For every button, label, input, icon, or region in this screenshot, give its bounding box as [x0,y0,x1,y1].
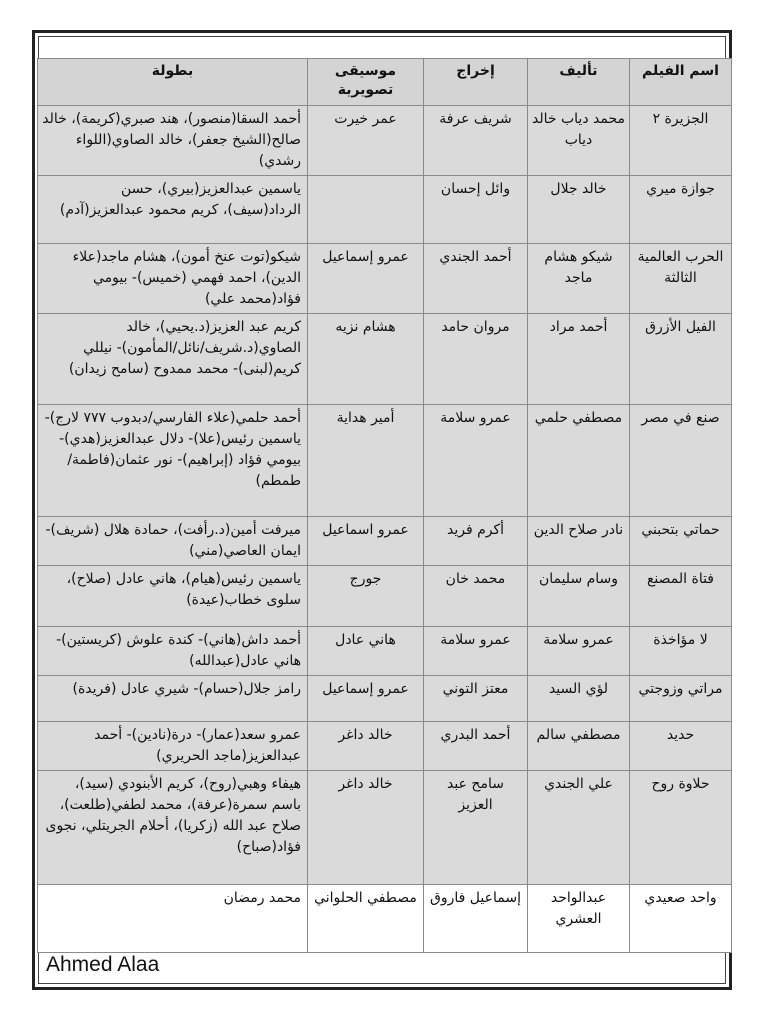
table-row [38,885,732,953]
cell-writer: وسام سليمان [528,566,630,627]
cell-film: الجزيرة ٢ [630,106,732,176]
cell-cast: عمرو سعد(عمار)- درة(نادين)- أحمد عبدالعزيز(ماجد الحريري) [38,722,308,771]
cell-cast: ياسمين عبدالعزيز(بيري)، حسن الرداد(سيف)، كريم محمود عبدالعزيز(آدم) [38,176,308,244]
table-row [38,517,732,566]
table-row [38,244,732,314]
cell-director: سامح عبد العزيز [424,771,528,885]
cell-music: هشام نزيه [308,314,424,405]
cell-music: خالد داغر [308,722,424,771]
cell-writer: عمرو سلامة [528,627,630,676]
cell-film: جوازة ميري [630,176,732,244]
cell-director: محمد خان [424,566,528,627]
cell-director: شريف عرفة [424,106,528,176]
cell-film: حماتي بتحبني [630,517,732,566]
cell-cast: شيكو(توت عنخ أمون)، هشام ماجد(علاء الدين)، احمد فهمي (خميس)- بيومي فؤاد(محمد علي) [38,244,308,314]
cell-writer: أحمد مراد [528,314,630,405]
films-table [37,58,732,953]
cell-cast: ياسمين رئيس(هيام)، هاني عادل (صلاح)، سلوى خطاب(عيدة) [38,566,308,627]
cell-film: حلاوة روح [630,771,732,885]
cell-writer: محمد دياب خالد دياب [528,106,630,176]
cell-writer: خالد جلال [528,176,630,244]
cell-film: حديد [630,722,732,771]
cell-film: صنع في مصر [630,405,732,517]
table-row [38,314,732,405]
cell-music: عمرو إسماعيل [308,676,424,722]
cell-director: مروان حامد [424,314,528,405]
cell-writer: لؤي السيد [528,676,630,722]
cell-cast: محمد رمضان [38,885,308,953]
cell-cast: كريم عبد العزيز(د.يحيي)، خالد الصاوي(د.شريف/نائل/المأمون)- نيللي كريم(لبنى)- محمد ممدوح (سامح زيدان) [38,314,308,405]
header-director: إخراج [424,59,528,106]
cell-music: خالد داغر [308,771,424,885]
cell-film: واحد صعيدي [630,885,732,953]
table-row [38,176,732,244]
table-row [38,566,732,627]
cell-writer: مصطفي سالم [528,722,630,771]
cell-music: عمرو اسماعيل [308,517,424,566]
cell-music: عمرو إسماعيل [308,244,424,314]
cell-writer: شيكو هشام ماجد [528,244,630,314]
cell-cast: رامز جلال(حسام)- شيري عادل (فريدة) [38,676,308,722]
cell-director: عمرو سلامة [424,627,528,676]
cell-film: فتاة المصنع [630,566,732,627]
header-cast: بطولة [38,59,308,106]
cell-music: هاني عادل [308,627,424,676]
cell-director: إسماعيل فاروق [424,885,528,953]
cell-film: الفيل الأزرق [630,314,732,405]
cell-music: عمر خيرت [308,106,424,176]
cell-music: أمير هداية [308,405,424,517]
cell-cast: أحمد داش(هاني)- كندة علوش (كريستين)- هاني عادل(عبدالله) [38,627,308,676]
table-row [38,771,732,885]
cell-director: عمرو سلامة [424,405,528,517]
table-row [38,405,732,517]
cell-cast: أحمد حلمي(علاء الفارسي/دبدوب ٧٧٧ لارج)- ياسمين رئيس(علا)- دلال عبدالعزيز(هدي)- بيومي فؤاد (إبراهيم)- نور عثمان(فاطمة/طمطم) [38,405,308,517]
cell-cast: هيفاء وهبي(روح)، كريم الأبنودي (سيد)، باسم سمرة(عرفة)، محمد لطفي(طلعت)، صلاح عبد الله (زكريا)، أحلام الجريتلي، نجوى فؤاد(صباح) [38,771,308,885]
table-row [38,676,732,722]
cell-music: جورج [308,566,424,627]
header-writer: تأليف [528,59,630,106]
author-signature: Ahmed Alaa [46,953,160,976]
cell-writer: مصطفي حلمي [528,405,630,517]
cell-director: وائل إحسان [424,176,528,244]
cell-film: لا مؤاخذة [630,627,732,676]
cell-writer: عبدالواحد العشري [528,885,630,953]
table-row [38,722,732,771]
cell-director: معتز التوني [424,676,528,722]
table-row [38,106,732,176]
cell-film: مراتي وزوجتي [630,676,732,722]
header-music: موسيقى تصويرية [308,59,424,106]
cell-music [308,176,424,244]
cell-director: أحمد الجندي [424,244,528,314]
header-film: اسم الفيلم [630,59,732,106]
cell-director: أكرم فريد [424,517,528,566]
table-row [38,627,732,676]
header-row [38,59,732,106]
cell-director: أحمد البدري [424,722,528,771]
cell-cast: أحمد السقا(منصور)، هند صبري(كريمة)، خالد صالح(الشيخ جعفر)، خالد الصاوي(اللواء رشدي) [38,106,308,176]
cell-film: الحرب العالمية الثالثة [630,244,732,314]
cell-cast: ميرفت أمين(د.رأفت)، حمادة هلال (شريف)- ايمان العاصي(مني) [38,517,308,566]
cell-writer: علي الجندي [528,771,630,885]
cell-writer: نادر صلاح الدين [528,517,630,566]
cell-music: مصطفي الحلواني [308,885,424,953]
